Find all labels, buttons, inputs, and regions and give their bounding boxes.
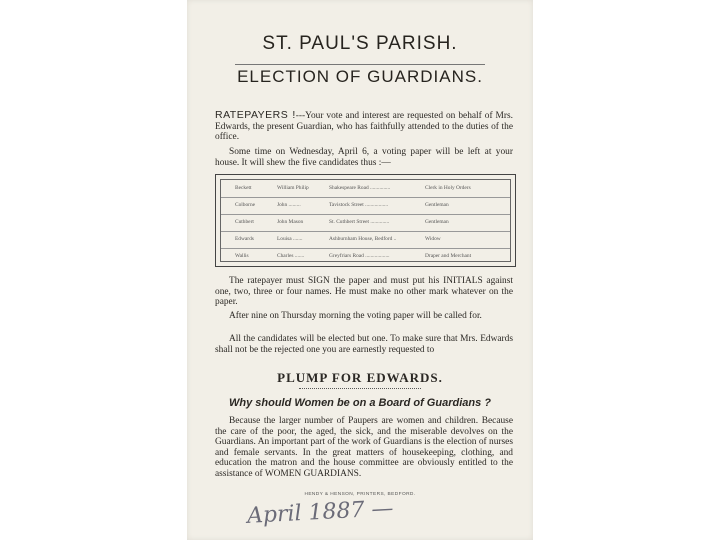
ornamental-rule: [299, 388, 421, 393]
candidate-address: Greyfriars Road ..................: [329, 253, 390, 259]
collection-paragraph: After nine on Thursday morning the voting paper will be called for.: [229, 311, 482, 321]
plump-heading: PLUMP FOR EDWARDS.: [277, 370, 443, 385]
candidate-forename: William Philip: [277, 185, 309, 191]
ratepayers-text: ---Your vote and interest are requested on behalf of Mrs. Edwards, the present Guardian, who has faithfully attended to the duties of the office.: [215, 111, 513, 143]
candidate-surname: Beckett: [235, 185, 252, 191]
candidate-occupation: Draper and Merchant: [425, 253, 472, 259]
candidate-occupation: Clerk in Holy Orders: [425, 185, 471, 191]
table-row: [221, 197, 510, 215]
why-women-paragraph: Because the larger number of Paupers are women and children. Because the care of the poor, the aged, the sick, and the miserable devolves on the Guardians. An important part of the work of Guardians is the election of nurses and female servants. In the great matters of housekeeping, clothing, and education the matron and the house committee are obviously entitled to the assistance of WOMEN GUARDIANS.: [215, 416, 513, 479]
candidate-forename: Charles .......: [277, 253, 305, 259]
document-title: ST. PAUL'S PARISH.: [262, 33, 458, 54]
candidate-surname: Colborne: [235, 202, 256, 208]
printer-imprint: HENDY & HENSON, PRINTERS, BEDFORD.: [304, 492, 416, 497]
ratepayers-paragraph: [215, 110, 513, 143]
sign-instructions-paragraph: The ratepayer must SIGN the paper and must put his INITIALS against one, two, three or four names. He must make no other mark whatever on the paper.: [215, 276, 513, 308]
why-women-heading: Why should Women be on a Board of Guardians ?: [229, 397, 491, 409]
candidate-surname: Edwards: [235, 236, 254, 242]
candidate-address: Tavistock Street .................: [329, 202, 389, 208]
candidates-table-inner: [220, 179, 511, 262]
candidate-occupation: Widow: [425, 236, 441, 242]
title-divider: [235, 64, 485, 65]
ratepayers-lead: RATEPAYERS !: [215, 109, 296, 121]
table-row: [221, 180, 510, 198]
candidate-address: Ashburnham House, Bedford ..: [329, 236, 397, 242]
candidate-forename: John Mason: [277, 219, 304, 225]
handwritten-date: April 1887 —: [246, 496, 395, 529]
candidate-surname: Wallis: [235, 253, 249, 259]
table-row: [221, 231, 510, 249]
candidate-address: Shakespeare Road ...............: [329, 185, 391, 191]
table-row: [221, 248, 510, 265]
document-page: [187, 0, 533, 540]
candidate-surname: Cuthbert: [235, 219, 254, 225]
candidate-occupation: Gentleman: [425, 202, 449, 208]
elected-paragraph: All the candidates will be elected but one. To make sure that Mrs. Edwards shall not be the rejected one you are earnestly requested to: [215, 334, 513, 355]
table-row: [221, 214, 510, 232]
candidate-address: St. Cuthbert Street ..............: [329, 219, 390, 225]
voting-paper-paragraph: Some time on Wednesday, April 6, a voting paper will be left at your house. It will shew the five candidates thus :—: [215, 147, 513, 168]
candidates-table: [215, 174, 516, 267]
document-subtitle: ELECTION OF GUARDIANS.: [237, 67, 483, 86]
candidate-forename: John .........: [277, 202, 301, 208]
candidate-forename: Louisa .......: [277, 236, 303, 242]
candidate-occupation: Gentleman: [425, 219, 449, 225]
